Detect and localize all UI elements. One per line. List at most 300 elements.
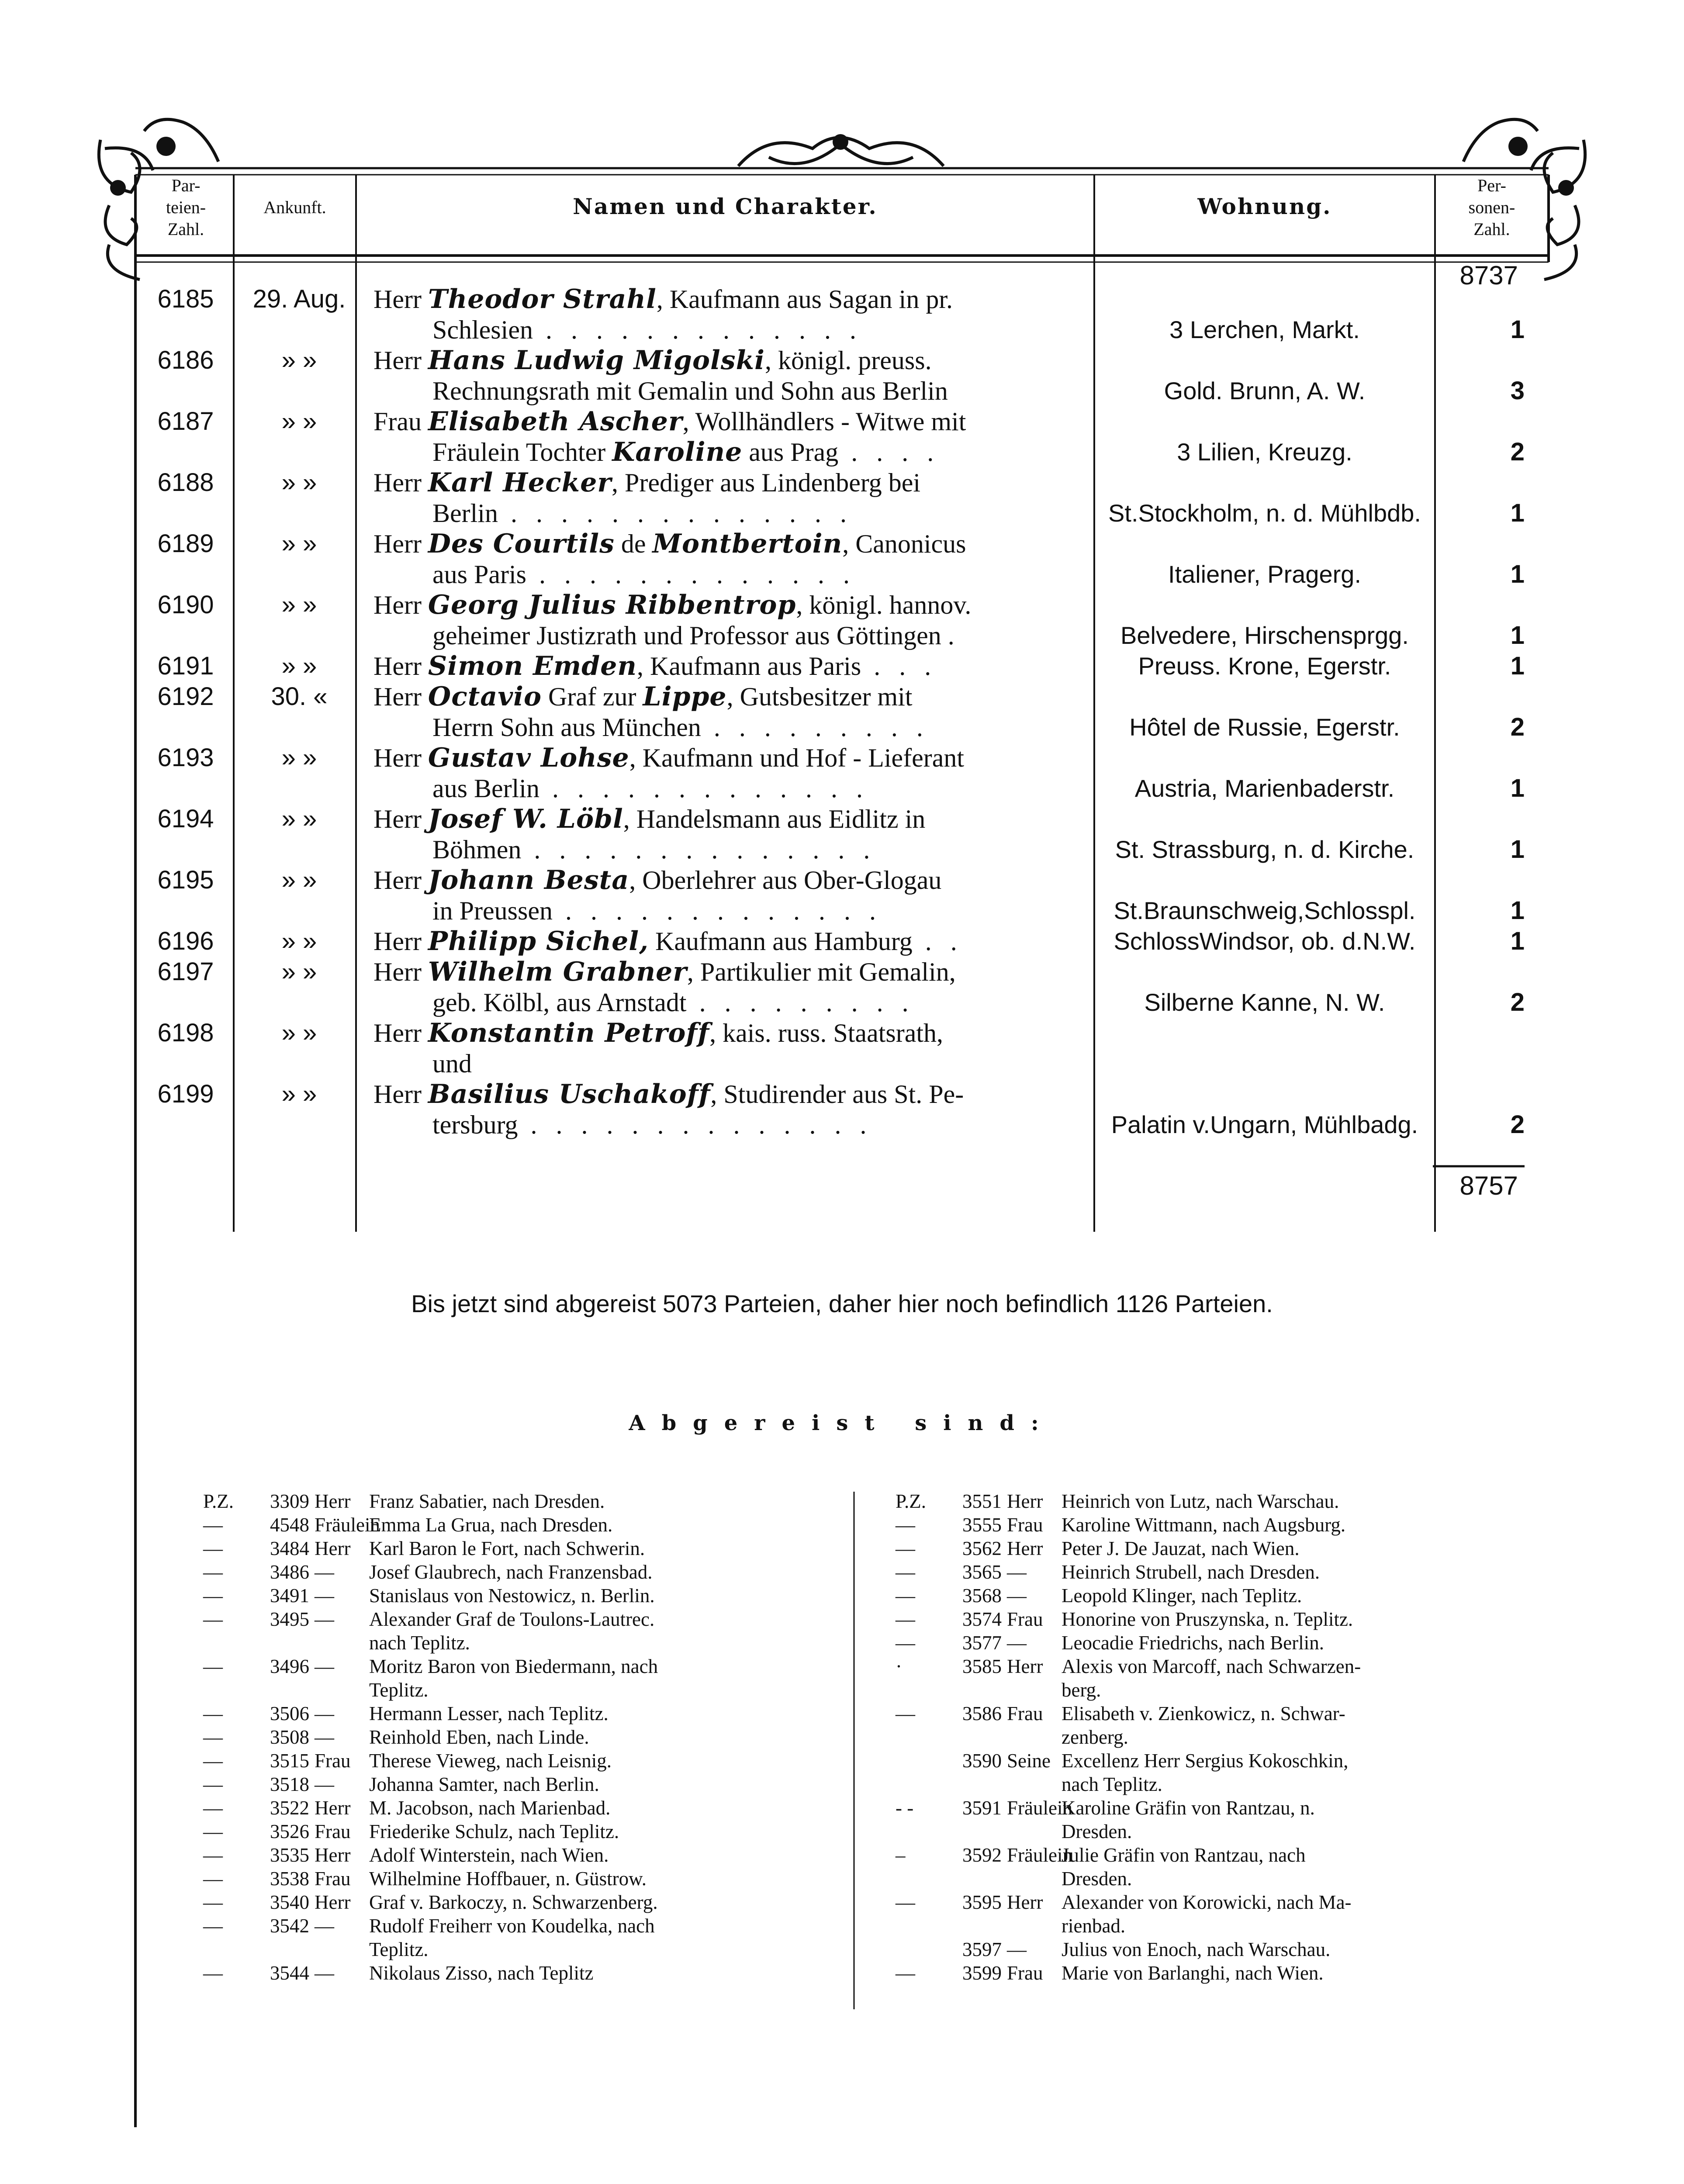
departed-item <box>896 1537 1520 1560</box>
ledger-row <box>0 529 1684 590</box>
guest-title: Herr <box>373 529 428 558</box>
departed-number: 3515 <box>270 1750 309 1772</box>
departed-marker: - - <box>896 1797 914 1819</box>
departed-text-line: Heinrich von Lutz, nach Warschau. <box>1062 1490 1339 1512</box>
departed-title: Frau <box>1007 1703 1043 1724</box>
persons-count: 1 <box>1510 621 1525 650</box>
guest-title: Frau <box>373 407 428 436</box>
guest-description: , Oberlehrer aus Ober-Glogau <box>629 866 942 895</box>
guest-description: , Kaufmann aus Sagan in pr. <box>656 285 953 314</box>
departed-text <box>1062 1843 1520 1890</box>
departed-text-line: Karl Baron le Fort, nach Schwerin. <box>369 1538 645 1559</box>
guest-title: Herr <box>373 957 428 986</box>
departed-number: 3577 <box>962 1632 1002 1654</box>
departed-text <box>369 1914 828 1961</box>
departed-marker: — <box>203 1655 223 1677</box>
departed-title: Herr <box>315 1844 351 1866</box>
arrival-date: » » <box>281 743 317 772</box>
departed-text-line: rienbad. <box>1062 1915 1126 1937</box>
guest-title: Herr <box>373 346 428 375</box>
departed-marker: — <box>203 1868 223 1890</box>
partei-number: 6192 <box>157 682 214 711</box>
departed-title: — <box>315 1773 334 1795</box>
guest-name-part2: Lippe <box>643 681 727 712</box>
guest-description-cont: Fräulein Tochter <box>432 438 612 467</box>
departed-number: 3540 <box>270 1891 309 1913</box>
header-personen-line3: Zahl. <box>1473 219 1510 239</box>
guest-description-cont: Schlesien <box>432 315 533 344</box>
guest-line-1 <box>373 1018 1086 1048</box>
header-namen-label: Namen und Charakter. <box>573 194 878 219</box>
summary-text: Bis jetzt sind abgereist 5073 Parteien, daher hier noch befindlich 1126 Parteien. <box>411 1290 1273 1317</box>
departed-marker: — <box>203 1514 223 1536</box>
ledger-row <box>0 345 1684 406</box>
departed-item <box>203 1513 828 1537</box>
departed-text-line: Hermann Lesser, nach Teplitz. <box>369 1703 609 1724</box>
arrival-date: » » <box>281 957 317 986</box>
departed-item <box>203 1914 828 1961</box>
departed-text-line: Reinhold Eben, nach Linde. <box>369 1726 589 1748</box>
guest-entry <box>373 590 1086 651</box>
guest-line-2 <box>373 620 1086 651</box>
departed-number: 3496 <box>270 1655 309 1677</box>
persons-count: 2 <box>1510 713 1525 741</box>
departed-item <box>896 1584 1520 1607</box>
guest-description-cont: geheimer Justizrath und Professor aus Göttingen . <box>432 621 954 650</box>
arrival-date: » » <box>281 866 317 894</box>
guest-description: Kaufmann aus Hamburg <box>648 927 913 956</box>
departed-number: 3526 <box>270 1821 309 1842</box>
leader-dots: . . . . . . . . . . . . . <box>552 896 882 925</box>
departed-marker: · <box>896 1655 902 1677</box>
departed-item <box>896 1607 1520 1631</box>
departed-title: Frau <box>1007 1962 1043 1984</box>
leader-dots: . . <box>912 927 963 956</box>
departed-text <box>1062 1513 1520 1537</box>
arrival-date: 29. Aug. <box>252 285 346 313</box>
leader-dots: . . . . . . . . . <box>686 988 915 1017</box>
departed-title: — <box>1007 1585 1027 1607</box>
lodging: St. Strassburg, n. d. Kirche. <box>1115 836 1414 863</box>
departed-number: 3495 <box>270 1608 309 1630</box>
ledger-row <box>0 957 1684 1018</box>
departed-marker: — <box>203 1561 223 1583</box>
departed-text <box>1062 1749 1520 1796</box>
departed-item <box>203 1773 828 1796</box>
persons-count: 2 <box>1510 1110 1525 1139</box>
departed-title: Fräulein <box>315 1514 380 1536</box>
departed-number: 3522 <box>270 1797 309 1819</box>
guest-line-1 <box>373 926 1086 957</box>
arrival-date: » » <box>281 468 317 497</box>
arrival-date: » » <box>281 927 317 955</box>
departed-text <box>1062 1560 1520 1584</box>
departed-marker: P.Z. <box>896 1490 927 1512</box>
arrival-date: » » <box>281 1080 317 1108</box>
ledger-row <box>0 1018 1684 1079</box>
persons-count: 1 <box>1510 652 1525 680</box>
departed-title: — <box>315 1655 334 1677</box>
departed-title: — <box>315 1703 334 1724</box>
departed-item <box>896 1796 1520 1843</box>
partei-number: 6199 <box>157 1080 214 1108</box>
guest-entry <box>373 926 1086 957</box>
departed-title: Herr <box>1007 1655 1043 1677</box>
departed-marker: — <box>203 1797 223 1819</box>
departed-item <box>203 1749 828 1773</box>
departed-item <box>203 1607 828 1655</box>
departed-text <box>1062 1961 1520 1985</box>
guest-line-1 <box>373 651 1086 681</box>
departed-marker: — <box>203 1844 223 1866</box>
header-personen-line2: sonen- <box>1468 197 1515 217</box>
departed-number: 3562 <box>962 1538 1002 1559</box>
departed-marker: — <box>896 1891 915 1913</box>
departed-item <box>896 1655 1520 1702</box>
guest-line-2 <box>373 987 1086 1018</box>
departed-text <box>369 1655 828 1702</box>
guest-line-1 <box>373 529 1086 559</box>
departed-item <box>203 1867 828 1890</box>
departed-item <box>203 1820 828 1843</box>
leader-dots: . . . . . . . . . . . . . <box>526 560 856 589</box>
guest-description: , Handelsmann aus Eidlitz in <box>623 805 926 833</box>
guest-line-1 <box>373 467 1086 498</box>
departed-title: Herr <box>315 1891 351 1913</box>
departed-text <box>1062 1796 1520 1843</box>
guest-title: Herr <box>373 1019 428 1047</box>
guest-line-1 <box>373 957 1086 987</box>
departed-marker: — <box>896 1962 915 1984</box>
departed-text-line: Alexander Graf de Toulons-Lautrec. <box>369 1608 655 1630</box>
departed-marker: — <box>203 1891 223 1913</box>
departed-list-left <box>203 1489 828 1985</box>
departed-item <box>203 1843 828 1867</box>
ledger-row <box>0 743 1684 804</box>
guest-name: Johann Besta <box>428 865 629 895</box>
guest-name: Des Courtils <box>428 529 615 559</box>
persons-count: 1 <box>1510 896 1525 925</box>
lodging: Belvedere, Hirschensprgg. <box>1120 622 1409 649</box>
guest-description-cont: in Preussen <box>432 896 553 925</box>
guest-name: Gustav Lohse <box>428 743 629 773</box>
lodging: Italiener, Pragerg. <box>1168 560 1362 588</box>
guest-line-2 <box>373 376 1086 406</box>
guest-description: , kais. russ. Staatsrath, <box>709 1019 943 1047</box>
guest-name: Octavio <box>428 681 542 712</box>
guest-description-cont: Berlin <box>432 499 498 528</box>
departed-marker: — <box>896 1561 915 1583</box>
header-ankunft-label: Ankunft. <box>263 197 326 217</box>
guest-line-2 <box>373 895 1086 926</box>
departed-text <box>1062 1938 1520 1961</box>
departed-marker: — <box>203 1773 223 1795</box>
partei-number: 6189 <box>157 529 214 558</box>
departed-text-line: Teplitz. <box>369 1939 429 1960</box>
partei-number: 6186 <box>157 346 214 374</box>
departed-text-line: Nikolaus Zisso, nach Teplitz <box>369 1962 594 1984</box>
departed-text <box>369 1702 828 1725</box>
arrival-date: » » <box>281 1019 317 1047</box>
departed-title: Abgereist sind: <box>629 1411 1055 1435</box>
departed-text-line: Friederike Schulz, nach Teplitz. <box>369 1821 619 1842</box>
departed-title: — <box>1007 1561 1027 1583</box>
leader-dots: . . . . . . . . . . . . . <box>533 315 862 344</box>
departed-item <box>896 1631 1520 1655</box>
lodging: Austria, Marienbaderstr. <box>1134 774 1395 802</box>
leader-dots: . . . . . . . . . . . . . . <box>518 1110 873 1139</box>
guest-entry <box>373 957 1086 1018</box>
departed-number: 3542 <box>270 1915 309 1937</box>
partei-number: 6188 <box>157 468 214 497</box>
departed-marker: P.Z. <box>203 1490 234 1512</box>
departed-number: 3585 <box>962 1655 1002 1677</box>
guest-line-1 <box>373 590 1086 620</box>
lodging: St.Braunschweig,Schlosspl. <box>1113 897 1416 924</box>
persons-count: 1 <box>1510 499 1525 527</box>
partei-number: 6195 <box>157 866 214 894</box>
departed-list-right <box>896 1489 1520 1985</box>
departed-number: 3544 <box>270 1962 309 1984</box>
departed-item <box>203 1702 828 1725</box>
guest-line-2 <box>373 498 1086 529</box>
arrival-date: » » <box>281 805 317 833</box>
guest-entry <box>373 651 1086 681</box>
guest-description: , Canonicus <box>842 529 966 558</box>
guest-entry <box>373 865 1086 926</box>
ledger-row <box>0 1079 1684 1140</box>
guest-description: , Partikulier mit Gemalin, <box>687 957 956 986</box>
guest-description-cont: tersburg <box>432 1110 518 1139</box>
departed-text-line: Alexis von Marcoff, nach Schwarzen- <box>1062 1655 1361 1677</box>
departed-item <box>203 1725 828 1749</box>
departed-marker: — <box>203 1703 223 1724</box>
departed-marker: — <box>896 1608 915 1630</box>
departed-marker: – <box>896 1844 906 1866</box>
departed-text-line: Dresden. <box>1062 1868 1132 1890</box>
departed-text-line: Stanislaus von Nestowicz, n. Berlin. <box>369 1585 655 1607</box>
guest-name-part2: Montbertoin <box>652 529 843 559</box>
ledger-row <box>0 804 1684 865</box>
guest-name: Theodor Strahl <box>428 284 657 314</box>
departed-number: 3555 <box>962 1514 1002 1536</box>
departed-text <box>369 1961 828 1985</box>
guest-title: Herr <box>373 285 428 314</box>
departed-text <box>369 1489 828 1513</box>
departed-marker: — <box>896 1585 915 1607</box>
guest-entry <box>373 284 1086 345</box>
departed-marker <box>896 1938 954 1961</box>
departed-text-line: Rudolf Freiherr von Koudelka, nach <box>369 1915 655 1937</box>
departed-text <box>1062 1655 1520 1702</box>
arrival-date: » » <box>281 346 317 374</box>
departed-title: — <box>315 1962 334 1984</box>
departed-text <box>369 1537 828 1560</box>
departed-text-line: Honorine von Pruszynska, n. Teplitz. <box>1062 1608 1353 1630</box>
departed-text <box>1062 1631 1520 1655</box>
departed-text <box>369 1560 828 1584</box>
departed-title: Herr <box>315 1490 351 1512</box>
guest-entry <box>373 529 1086 590</box>
partei-number: 6193 <box>157 743 214 772</box>
departed-text-line: M. Jacobson, nach Marienbad. <box>369 1797 611 1819</box>
departed-text-line: Wilhelmine Hoffbauer, n. Güstrow. <box>369 1868 647 1890</box>
guest-description: , königl. preuss. <box>764 346 932 375</box>
lodging: Gold. Brunn, A. W. <box>1164 377 1366 404</box>
departed-number: 3565 <box>962 1561 1002 1583</box>
carry-total: 8737 <box>1459 261 1518 290</box>
departed-text-line: berg. <box>1062 1679 1101 1701</box>
guest-line-2 <box>373 314 1086 345</box>
guest-description-cont: Herrn Sohn aus München <box>432 713 701 742</box>
ledger-row <box>0 406 1684 467</box>
guest-line-2 <box>373 834 1086 865</box>
departed-item <box>203 1890 828 1914</box>
lodging: SchlossWindsor, ob. d.N.W. <box>1113 927 1416 955</box>
guest-description-cont: Böhmen <box>432 835 522 864</box>
persons-count: 1 <box>1510 774 1525 802</box>
departed-text-line: Peter J. De Jauzat, nach Wien. <box>1062 1538 1300 1559</box>
guest-entry <box>373 681 1086 743</box>
departed-item <box>203 1655 828 1702</box>
partei-number: 6191 <box>157 652 214 680</box>
arrival-date: » » <box>281 407 317 435</box>
departed-item <box>896 1702 1520 1749</box>
lodging: 3 Lilien, Kreuzg. <box>1177 438 1352 466</box>
departed-number: 3574 <box>962 1608 1002 1630</box>
departed-text-line: Emma La Grua, nach Dresden. <box>369 1514 613 1536</box>
departed-number: 3590 <box>962 1750 1002 1772</box>
departed-number: 3599 <box>962 1962 1002 1984</box>
departed-item <box>203 1584 828 1607</box>
departed-marker: — <box>203 1821 223 1842</box>
departed-marker: — <box>896 1514 915 1536</box>
departed-text-line: Excellenz Herr Sergius Kokoschkin, <box>1062 1750 1349 1772</box>
guest-description: , königl. hannov. <box>796 591 972 619</box>
departed-number: 3592 <box>962 1844 1002 1866</box>
departed-title: Herr <box>315 1797 351 1819</box>
departed-text-line: Julius von Enoch, nach Warschau. <box>1062 1939 1331 1960</box>
guest-line-2 <box>373 773 1086 804</box>
guest-line-2 <box>373 1048 1086 1079</box>
arrival-date: » » <box>281 591 317 619</box>
departed-text-line: Dresden. <box>1062 1821 1132 1842</box>
persons-count: 1 <box>1510 560 1525 588</box>
guest-description: , Wollhändlers - Witwe mit <box>682 407 966 436</box>
partei-number: 6185 <box>157 285 214 313</box>
departed-number: 3309 <box>270 1490 309 1512</box>
guest-name: Hans Ludwig Migolski <box>428 345 765 376</box>
arrival-date: » » <box>281 652 317 680</box>
departed-text-line: Elisabeth v. Zienkowicz, n. Schwar- <box>1062 1703 1345 1724</box>
guest-name: Konstantin Petroff <box>428 1018 710 1048</box>
departed-title: — <box>315 1561 334 1583</box>
guest-companion-name: Karoline <box>612 437 743 467</box>
partei-number: 6196 <box>157 927 214 955</box>
guest-title: Herr <box>373 652 428 681</box>
header-wohnung-label: Wohnung. <box>1197 194 1332 219</box>
guest-line-1 <box>373 284 1086 314</box>
guest-line-1 <box>373 345 1086 376</box>
ledger-row <box>0 590 1684 651</box>
guest-name: Elisabeth Ascher <box>428 406 683 437</box>
departed-number: 3591 <box>962 1797 1002 1819</box>
guest-name: Josef W. Löbl <box>428 804 623 834</box>
departed-marker: — <box>203 1726 223 1748</box>
guest-description-cont: aus Berlin <box>432 774 539 803</box>
departed-number: 3486 <box>270 1561 309 1583</box>
leader-dots: . . . . . . . . . <box>701 713 929 742</box>
departed-text-line: nach Teplitz. <box>369 1632 470 1654</box>
departed-marker: — <box>896 1632 915 1654</box>
departed-text-line: Moritz Baron von Biedermann, nach <box>369 1655 658 1677</box>
persons-count: 3 <box>1510 377 1525 405</box>
departed-title: Herr <box>315 1538 351 1559</box>
departed-text-line: Adolf Winterstein, nach Wien. <box>369 1844 609 1866</box>
departed-item <box>203 1537 828 1560</box>
departed-text-line: Therese Vieweg, nach Leisnig. <box>369 1750 612 1772</box>
departed-marker: — <box>203 1585 223 1607</box>
departed-number: 3597 <box>962 1939 1002 1960</box>
departed-text-line: Franz Sabatier, nach Dresden. <box>369 1490 605 1512</box>
departed-number: 3595 <box>962 1891 1002 1913</box>
departed-number: 3538 <box>270 1868 309 1890</box>
leader-dots: . . . . . . . . . . . . . <box>539 774 869 803</box>
departed-number: 3508 <box>270 1726 309 1748</box>
guest-line-1 <box>373 804 1086 834</box>
departed-marker: — <box>203 1538 223 1559</box>
departed-number: 3568 <box>962 1585 1002 1607</box>
departed-title: — <box>1007 1632 1027 1654</box>
guest-line-2 <box>373 1109 1086 1140</box>
guest-line-2 <box>373 559 1086 590</box>
departed-marker: — <box>203 1608 223 1630</box>
departed-title: — <box>1007 1939 1027 1960</box>
header-personen-line1: Per- <box>1477 176 1506 195</box>
departed-number: 3551 <box>962 1490 1002 1512</box>
guest-description-cont: Rechnungsrath mit Gemalin und Sohn aus Berlin <box>432 377 948 405</box>
ledger-row <box>0 284 1684 345</box>
departed-number: 4548 <box>270 1514 309 1536</box>
departed-text <box>369 1820 828 1843</box>
departed-text <box>369 1725 828 1749</box>
departed-item <box>203 1961 828 1985</box>
departed-item <box>896 1513 1520 1537</box>
departed-text-line: Alexander von Korowicki, nach Ma- <box>1062 1891 1352 1913</box>
departed-text-line: Leocadie Friedrichs, nach Berlin. <box>1062 1632 1324 1654</box>
guest-line-1 <box>373 406 1086 437</box>
departed-item <box>203 1489 828 1513</box>
guest-entry <box>373 467 1086 529</box>
ledger-row <box>0 467 1684 529</box>
lodging: 3 Lerchen, Markt. <box>1169 316 1360 343</box>
departed-title: Herr <box>1007 1490 1043 1512</box>
departed-text <box>369 1773 828 1796</box>
guest-origin: aus Prag <box>742 438 839 467</box>
arrival-date: » » <box>281 529 317 558</box>
header-pz-line3: Zahl. <box>167 219 204 239</box>
departed-title: — <box>315 1585 334 1607</box>
leader-dots: . . . . . . . . . . . . . . <box>498 499 853 528</box>
guest-title: Herr <box>373 1080 428 1109</box>
departed-text-line: Julie Gräfin von Rantzau, nach <box>1062 1844 1306 1866</box>
partei-number: 6194 <box>157 805 214 833</box>
departed-title: Frau <box>1007 1514 1043 1536</box>
guest-name: Georg Julius Ribbentrop <box>428 590 796 620</box>
leader-dots: . . . . <box>838 438 940 467</box>
guest-name-particle: de <box>614 529 653 558</box>
departed-text <box>369 1749 828 1773</box>
